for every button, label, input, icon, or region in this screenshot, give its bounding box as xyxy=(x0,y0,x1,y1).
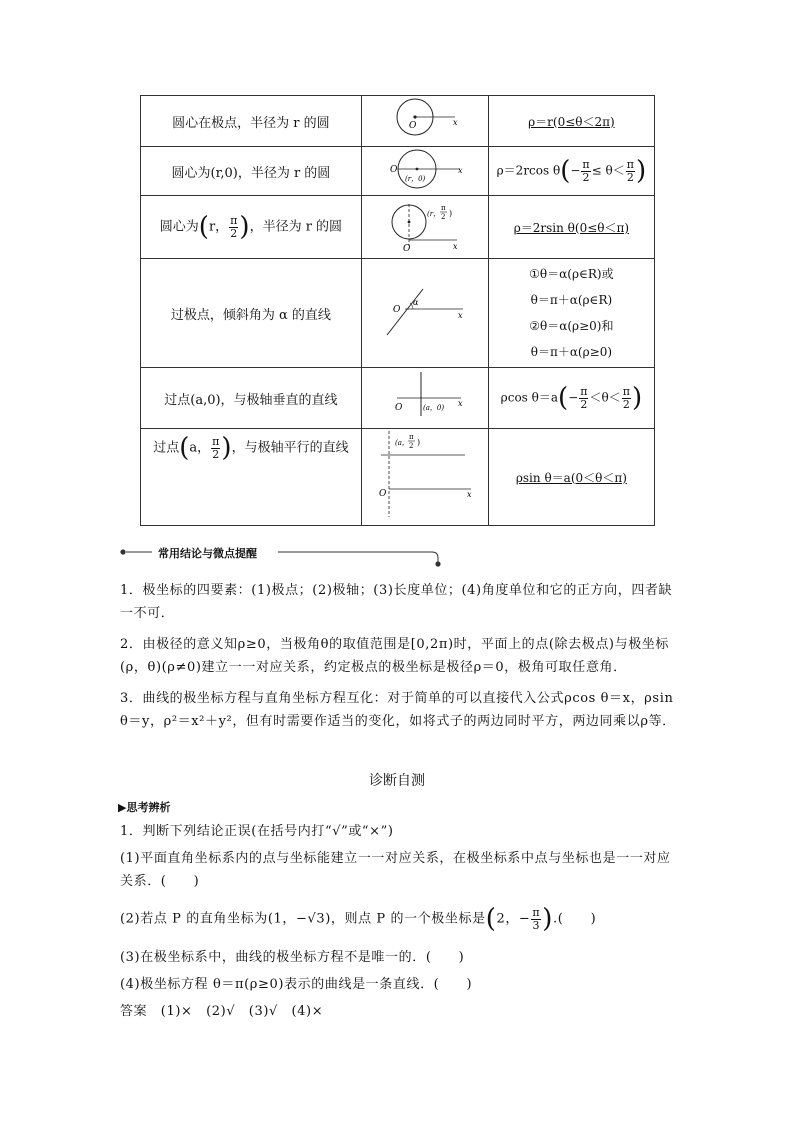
row-equation: ρ＝2rsin θ(0≤θ＜π) xyxy=(488,196,654,259)
svg-text:(a，0): (a，0) xyxy=(422,404,444,412)
svg-text:x: x xyxy=(452,242,458,251)
question-item-4: (4)极坐标方程 θ＝π(ρ≥0)表示的曲线是一条直线．( ) xyxy=(120,977,473,992)
table-row xyxy=(141,147,655,196)
think-label: ▶思考辨析 xyxy=(118,801,171,814)
question-item-3: (3)在极坐标系中，曲线的极坐标方程不是唯一的．( ) xyxy=(120,950,465,965)
note-3: 3．曲线的极坐标方程与直角坐标方程互化：对于简单的可以直接代入公式ρcos θ＝x，ρsin θ＝y，ρ²＝x²＋y²，但有时需要作适当的变化，如将式子的两边同时平方，两边同乘以ρ等． xyxy=(120,691,676,729)
svg-text:): ) xyxy=(416,438,420,447)
svg-text:2: 2 xyxy=(440,213,446,221)
svg-text:O: O xyxy=(389,165,398,175)
diagnosis-title: 诊断自测 xyxy=(369,773,425,789)
row-description: 圆心为(r,0)，半径为 r 的圆 xyxy=(141,147,362,196)
table-row xyxy=(141,429,655,526)
svg-text:α: α xyxy=(412,298,419,307)
line-through-pole-figure xyxy=(365,271,485,351)
row-description: 圆心在极点，半径为 r 的圆 xyxy=(141,96,362,147)
section-header-title: 常用结论与微点提醒 xyxy=(158,547,257,560)
svg-text:O: O xyxy=(402,244,411,254)
question-stem: 1．判断下列结论正误(在括号内打“√”或“×”) xyxy=(120,824,394,839)
row-description: 过点(a， $\frac{\pi}{2}$ )，与极轴平行的直线 xyxy=(141,429,362,526)
answer-line: 答案 (1)× (2)√ (3)√ (4)× xyxy=(120,1004,324,1019)
table-row xyxy=(141,259,655,368)
circle-at-pole-figure xyxy=(365,96,485,142)
svg-text:O: O xyxy=(392,305,401,315)
row-equation: ρ＝r(0≤θ＜2π) xyxy=(488,96,654,147)
question-item-1: (1)平面直角坐标系内的点与坐标能建立一一对应关系，在极坐标系中点与坐标也是一一对应关系．( ) xyxy=(120,851,671,889)
table-row xyxy=(141,368,655,429)
line-perpendicular-figure xyxy=(365,368,485,424)
svg-text:x: x xyxy=(466,490,472,499)
svg-text:x: x xyxy=(457,166,463,175)
section-header xyxy=(120,546,445,566)
row-equation: ρ＝2rcos θ(− $\frac{\pi}{2}$ ≤ θ＜ $\frac{\pi}{2}$ ) xyxy=(488,147,654,196)
svg-text:2: 2 xyxy=(408,442,414,450)
svg-text:(a，: (a， xyxy=(394,439,409,447)
svg-text:O: O xyxy=(378,489,387,499)
line-parallel-figure xyxy=(365,429,485,521)
row-equation: ①θ＝α(ρ∈R)或 θ＝π＋α(ρ∈R) ②θ＝α(ρ≥0)和 θ＝π＋α(ρ≥0) xyxy=(488,259,654,368)
row-figure xyxy=(361,147,488,196)
table-row xyxy=(141,96,655,147)
question-item-2: (2)若点 P 的直角坐标为(1，−√3)，则点 P 的一个极坐标是(2，− $\frac{\pi}{3}$ ).( ) xyxy=(120,904,597,934)
svg-text:(r，: (r， xyxy=(426,210,440,218)
row-description: 圆心为(r， $\frac{\pi}{2}$ )，半径为 r 的圆 xyxy=(141,196,362,259)
row-description: 过极点，倾斜角为 α 的直线 xyxy=(141,259,362,368)
row-figure xyxy=(361,196,488,259)
circle-center-r-pi2-figure xyxy=(365,196,485,254)
row-figure xyxy=(361,259,488,368)
svg-text:O: O xyxy=(408,121,417,131)
svg-text:x: x xyxy=(457,311,463,320)
row-description: 过点(a,0)，与极轴垂直的直线 xyxy=(141,368,362,429)
row-figure xyxy=(361,429,488,526)
svg-text:π: π xyxy=(408,433,414,441)
svg-text:x: x xyxy=(452,118,458,127)
note-2: 2．由极径的意义知ρ≥0，当极角θ的取值范围是[0,2π)时，平面上的点(除去极点)与极坐标(ρ，θ)(ρ≠0)建立一一对应关系，约定极点的极坐标是极径ρ＝0，极角可取任意角． xyxy=(120,637,670,675)
row-figure xyxy=(361,96,488,147)
polar-equation-table xyxy=(140,95,655,526)
note-1: 1．极坐标的四要素：(1)极点；(2)极轴；(3)长度单位；(4)角度单位和它的正方向，四者缺一不可． xyxy=(120,583,673,621)
row-equation: ρcos θ＝a(− $\frac{\pi}{2}$ ＜θ＜ $\frac{\pi}{2}$ ) xyxy=(488,368,654,429)
table-row xyxy=(141,196,655,259)
circle-center-r0-figure xyxy=(365,147,485,191)
svg-text:): ) xyxy=(448,209,452,218)
svg-text:O: O xyxy=(394,403,403,413)
svg-text:π: π xyxy=(440,204,446,212)
svg-text:(r，0): (r，0) xyxy=(404,175,426,183)
row-figure xyxy=(361,368,488,429)
svg-text:x: x xyxy=(457,399,463,408)
row-equation: ρsin θ＝a(0＜θ＜π) xyxy=(488,429,654,526)
